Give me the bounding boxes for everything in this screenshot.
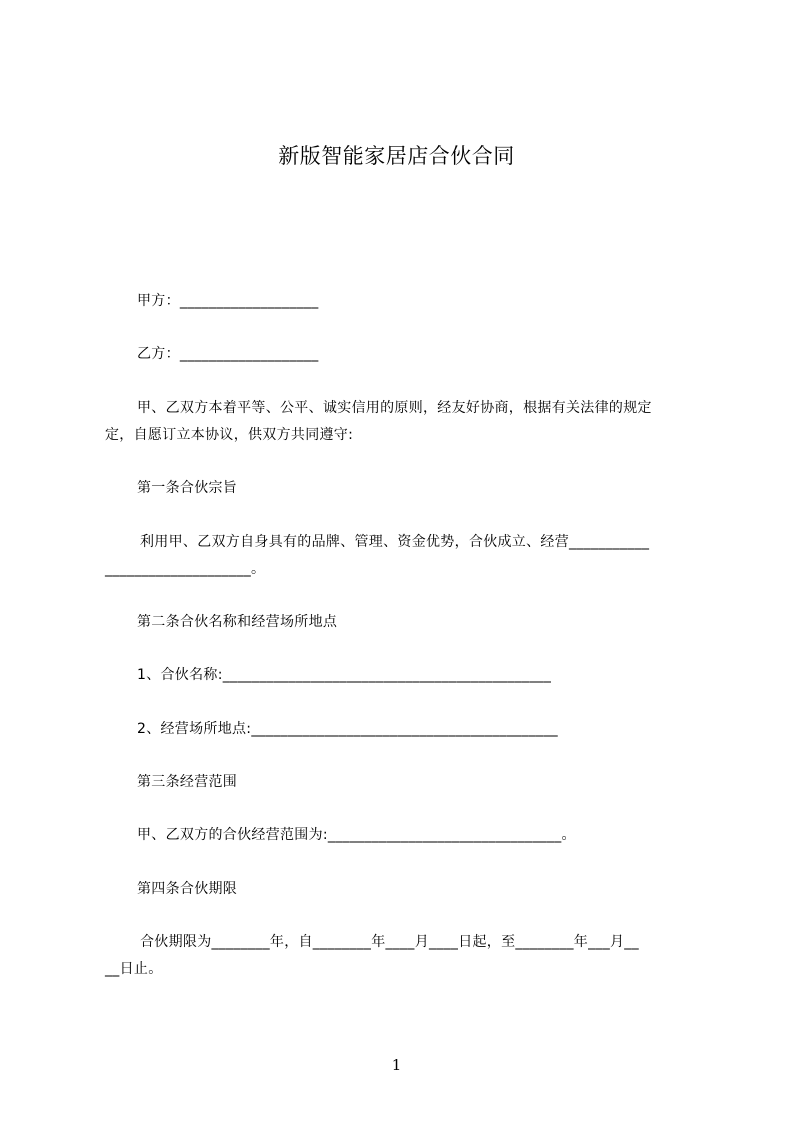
article-1-line-2: ____________________。: [105, 561, 266, 577]
article-3-heading: 第三条经营范围: [137, 774, 238, 790]
party-b-line: 乙方：___________________: [137, 346, 319, 362]
article-1-heading: 第一条合伙宗旨: [137, 480, 238, 496]
article-1-line-1: 利用甲、乙双方自身具有的品牌、管理、资金优势，合伙成立、经营___________: [140, 534, 650, 550]
page-number: 1: [391, 1056, 402, 1074]
party-a-line: 甲方：___________________: [137, 293, 319, 309]
article-2-heading: 第二条合伙名称和经营场所地点: [137, 614, 338, 630]
preamble-line-1: 甲、乙双方本着平等、公平、诚实信用的原则，经友好协商，根据有关法律的规定: [137, 400, 652, 416]
document-title: 新版智能家居店合伙合同: [278, 144, 515, 168]
preamble-line-2: 定，自愿订立本协议，供双方共同遵守:: [105, 427, 354, 443]
article-4-heading: 第四条合伙期限: [137, 881, 238, 897]
article-4-line-2: __日止。: [105, 961, 163, 977]
article-4-line-1: 合伙期限为________年，自________年____月____日起，至________年___月__: [140, 934, 639, 950]
article-2-item-1: 1、合伙名称:_____________________________________________: [137, 667, 552, 683]
article-3-text: 甲、乙双方的合伙经营范围为:________________________________。: [137, 827, 576, 843]
article-2-item-2: 2、经营场所地点:__________________________________________: [137, 721, 558, 737]
